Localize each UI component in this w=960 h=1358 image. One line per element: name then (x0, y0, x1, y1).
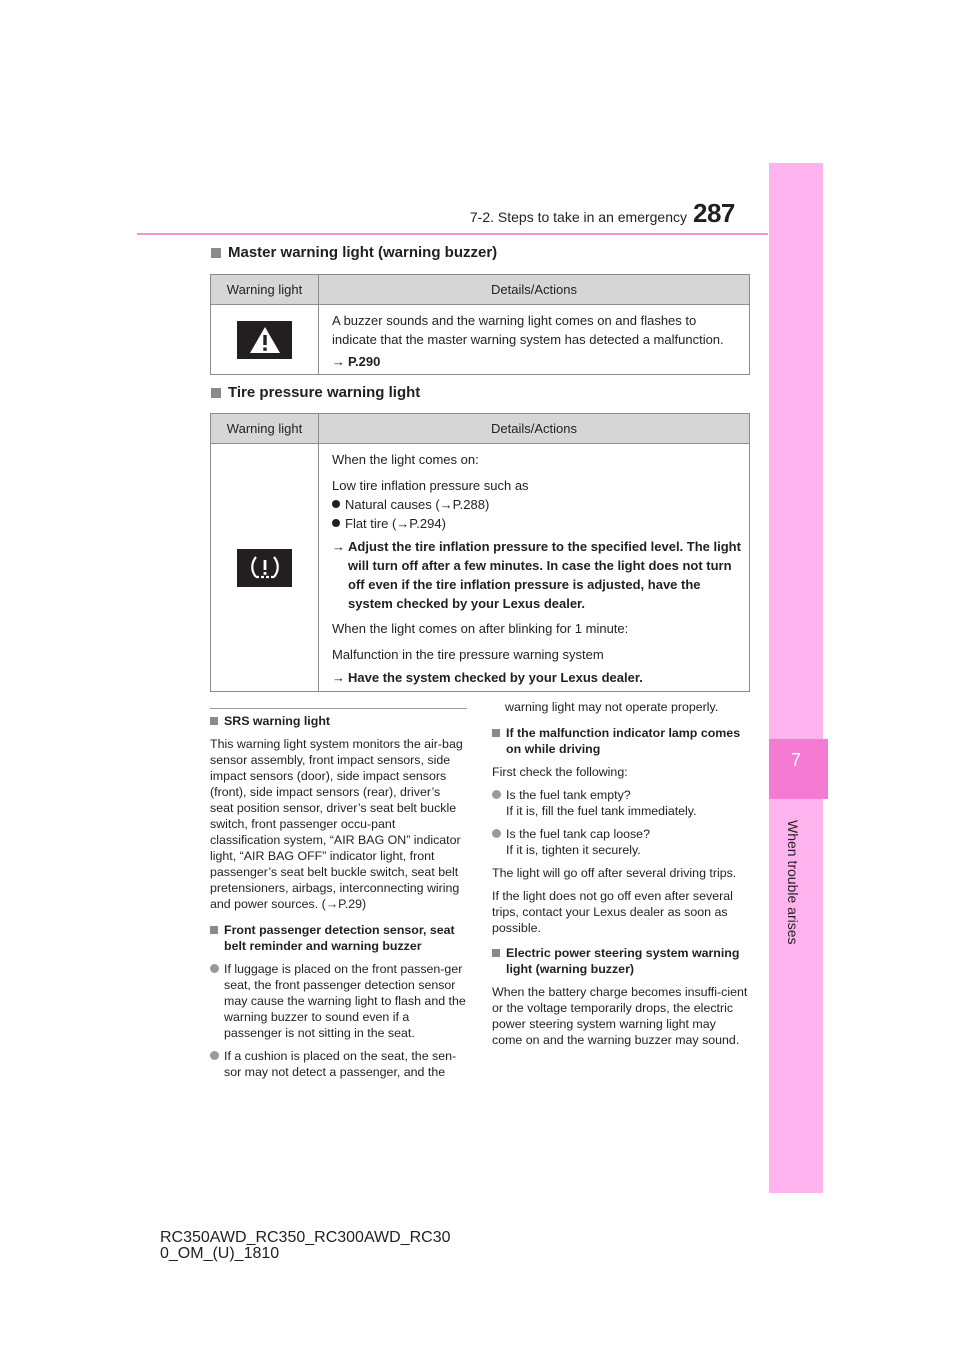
left-column (210, 713, 466, 1087)
malfunction-action (332, 668, 743, 687)
arrow-right-icon: → (396, 516, 410, 531)
list-item: Is the fuel tank empty? If it is, fill the fuel tank immediately. (492, 787, 748, 819)
square-bullet-icon (492, 949, 500, 957)
details-cell (319, 444, 749, 692)
section-heading-tire-pressure (211, 384, 420, 401)
icon-cell (211, 305, 319, 375)
document-code (160, 1230, 450, 1262)
tire-pressure-action (332, 537, 743, 613)
cause-intro: Low tire inflation pressure such as (332, 478, 529, 493)
list-item: If luggage is placed on the front passen-ger seat, the front passenger detection sensor may cause the warning light to flash and the warning buzzer to sound even if a passenger is not sitting in the seat. (210, 961, 466, 1041)
details-cell (319, 305, 749, 375)
square-bullet-icon (211, 248, 221, 258)
continued-text: warning light may not operate properly. (505, 700, 719, 714)
chapter-title (785, 820, 807, 1020)
right-column (492, 699, 748, 1055)
document-code-line-1: RC350AWD_RC350_RC300AWD_RC30 (160, 1229, 451, 1246)
chapter-side-tab (769, 163, 823, 1193)
srs-heading: SRS warning light (210, 713, 466, 729)
list-item: Is the fuel tank cap loose? If it is, tighten it securely. (492, 826, 748, 858)
page-reference[interactable]: P.29 (338, 897, 362, 911)
page-reference[interactable]: P.288 (452, 497, 485, 512)
front-passenger-heading: Front passenger detection sensor, seat belt reminder and warning buzzer (210, 922, 466, 954)
when-light-on: When the light comes on: (332, 452, 479, 467)
action-text: Adjust the tire inflation pressure to the specified level. The light will turn off after a few minutes. In case the light does not turn off even if the tire inflation pressure is adjusted, have the system checked by your Lexus dealer. (348, 539, 741, 611)
square-bullet-icon (211, 388, 221, 398)
table-header (211, 275, 749, 305)
tire-pressure-icon (237, 549, 292, 587)
section-heading-master-warning (211, 244, 497, 261)
mil-intro: First check the following: (492, 765, 628, 779)
document-code-line-2: 0_OM_(U)_1810 (160, 1245, 280, 1262)
table-row (211, 444, 749, 692)
heading-text: Master warning light (warning buzzer) (228, 244, 498, 261)
bullet-icon (332, 500, 340, 508)
section-title: 7-2. Steps to take in an emergency (469, 209, 687, 225)
malfunction-text: Malfunction in the tire pressure warning system (332, 647, 604, 662)
list-item: Flat tire (→P.294) (332, 514, 743, 533)
chapter-number: 7 (790, 750, 801, 770)
header-details-actions: Details/Actions (491, 282, 577, 297)
arrow-right-icon: → (332, 539, 345, 554)
master-warning-table (210, 274, 750, 375)
action-text: Have the system checked by your Lexus dealer. (348, 670, 643, 685)
arrow-right-icon: → (332, 354, 345, 369)
arrow-right-icon: → (332, 670, 345, 685)
bullet-icon (210, 1051, 219, 1060)
page-number: 287 (693, 198, 735, 228)
bullet-icon (332, 519, 340, 527)
when-blinking: When the light comes on after blinking for 1 minute: (332, 621, 629, 636)
list-item: If a cushion is placed on the seat, the sen-sor may not detect a passenger, and the (210, 1048, 466, 1080)
page-reference[interactable]: P.290 (348, 354, 381, 369)
chapter-title-text: When trouble arises (785, 820, 801, 945)
square-bullet-icon (492, 729, 500, 737)
eps-heading: Electric power steering system warning light (warning buzzer) (492, 945, 748, 977)
bullet-icon (492, 790, 501, 799)
mil-text-2: If the light does not go off even after several trips, contact your Lexus dealer as soon as possible. (492, 889, 733, 935)
header-warning-light: Warning light (211, 414, 319, 443)
bullet-icon (492, 829, 501, 838)
header-details-actions: Details/Actions (491, 421, 577, 436)
header-warning-light: Warning light (211, 275, 319, 304)
master-warning-description: A buzzer sounds and the warning light comes on and flashes to indicate that the master warning system has detected a malfunction. (332, 313, 724, 347)
list-item: Natural causes (→P.288) (332, 495, 743, 514)
arrow-right-icon: → (439, 497, 453, 512)
icon-cell (211, 444, 319, 692)
malfunction-lamp-heading: If the malfunction indicator lamp comes on while driving (492, 725, 748, 757)
arrow-right-icon: → (325, 897, 339, 911)
mil-text-1: The light will go off after several driving trips. (492, 866, 737, 880)
square-bullet-icon (210, 926, 218, 934)
table-header (211, 414, 749, 444)
square-bullet-icon (210, 717, 218, 725)
column-rule (210, 708, 467, 709)
srs-text: This warning light system monitors the air-bag sensor assembly, front impact sensors, side impact sensors (door), side impact sensors (front), side impact sensors (rear), driver’s seat position sensor, driver’s seat belt buckle switch, front passenger occu-pant classification system, “AIR BAG ON” indicator light, “AIR BAG OFF” indicator light, front passenger’s seat belt buckle switch, seat belt pretensioners, airbags, interconnecting wiring and power sources. (→P.29) (210, 737, 463, 911)
table-row (211, 305, 749, 375)
bullet-icon (210, 964, 219, 973)
page-reference[interactable]: P.294 (409, 516, 442, 531)
eps-text: When the battery charge becomes insuffi-cient or the voltage temporarily drops, the electric power steering system warning light may come on and the warning buzzer may sound. (492, 985, 748, 1047)
tire-pressure-table (210, 413, 750, 692)
header-rule (137, 233, 768, 235)
heading-text: Tire pressure warning light (228, 384, 421, 401)
master-warning-triangle-icon (237, 321, 292, 359)
master-warning-reference[interactable] (332, 352, 743, 371)
